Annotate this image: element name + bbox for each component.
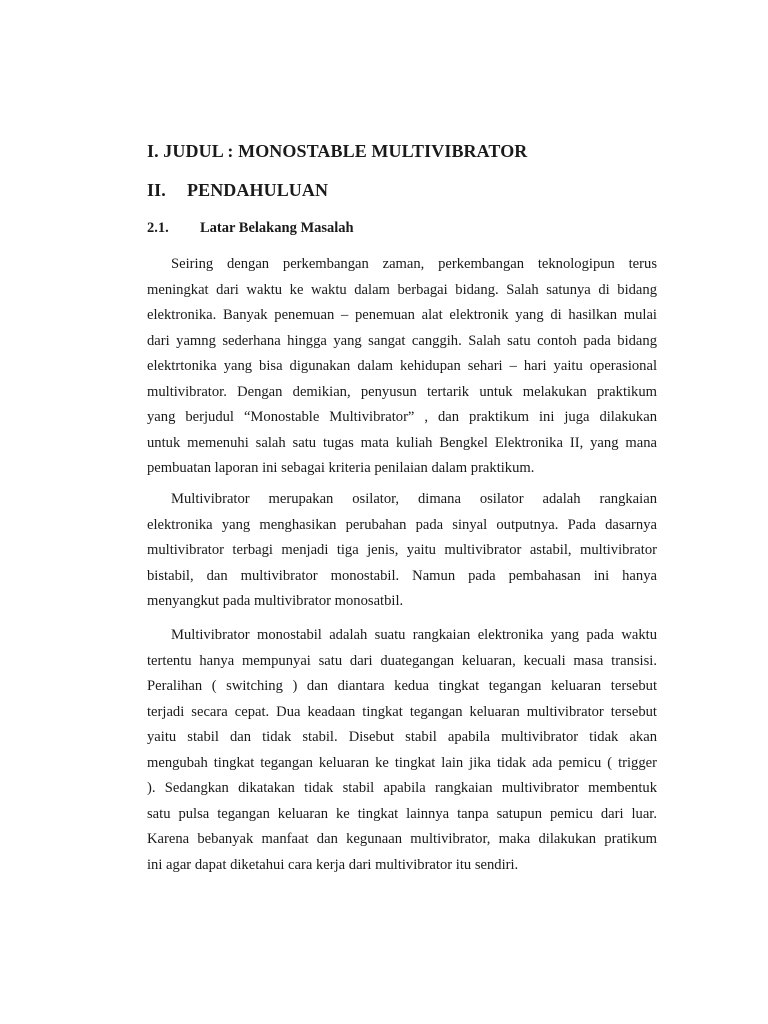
paragraph-line: satu pulsa tegangan keluaran ke tingkat lainnya tanpa satupun pemicu dari luar. bbox=[147, 805, 657, 822]
paragraph-line: elektronika yang menghasikan perubahan pada sinyal outputnya. Pada dasarnya bbox=[147, 516, 657, 533]
paragraph-line: ini agar dapat diketahui cara kerja dari multivibrator itu sendiri. bbox=[147, 856, 519, 873]
paragraph-line: menyangkut pada multivibrator monosatbil. bbox=[147, 593, 404, 609]
paragraph-3 bbox=[147, 623, 657, 878]
paragraph-line: yang berjudul “Monostable Multivibrator” , dan praktikum ini juga dilakukan bbox=[147, 409, 657, 425]
paragraph-1 bbox=[147, 252, 657, 482]
subsection-title: Latar Belakang Masalah bbox=[200, 220, 354, 236]
paragraph-2 bbox=[147, 487, 657, 615]
paragraph-line: Peralihan ( switching ) dan diantara kedua tingkat tegangan keluaran tersebut bbox=[147, 678, 657, 694]
paragraph-line: terjadi secara cepat. Dua keadaan tingkat tegangan keluaran multivibrator tersebut bbox=[147, 703, 657, 720]
document-title: I. JUDUL : MONOSTABLE MULTIVIBRATOR bbox=[147, 141, 528, 161]
paragraph-line: ). Sedangkan dikatakan tidak stabil apabila rangkaian multivibrator membentuk bbox=[147, 780, 657, 796]
paragraph-line: Karena bebanyak manfaat dan kegunaan multivibrator, maka dilakukan pratikum bbox=[147, 831, 657, 847]
paragraph-line: yaitu stabil dan tidak stabil. Disebut stabil apabila multivibrator tidak akan bbox=[147, 729, 657, 745]
paragraph-line: bistabil, dan multivibrator monostabil. Namun pada pembahasan ini hanya bbox=[147, 567, 657, 584]
paragraph-line: mengubah tingkat tegangan keluaran ke tingkat lain jika tidak ada pemicu ( trigger bbox=[147, 754, 657, 771]
paragraph-line: elektrtonika yang bisa digunakan dalam kehidupan sehari – hari yaitu operasional bbox=[147, 358, 657, 374]
paragraph-line: dari yamng sederhana hingga yang sangat canggih. Salah satu contoh pada bidang bbox=[147, 332, 657, 349]
paragraph-line: pembuatan laporan ini sebagai kriteria penilaian dalam praktikum. bbox=[147, 460, 535, 476]
paragraph-line: multivibrator. Dengan demikian, penyusun tertarik untuk melakukan praktikum bbox=[147, 383, 657, 400]
section-number: II. bbox=[147, 180, 166, 200]
section-heading bbox=[147, 180, 328, 201]
section-title: PENDAHULUAN bbox=[187, 180, 329, 200]
paragraph-line: tertentu hanya mempunyai satu dari duategangan keluaran, kecuali masa transisi. bbox=[147, 652, 657, 669]
paragraph-line: Multivibrator monostabil adalah suatu rangkaian elektronika yang pada waktu bbox=[171, 627, 657, 643]
paragraph-line: untuk memenuhi salah satu tugas mata kuliah Bengkel Elektronika II, yang mana bbox=[147, 434, 657, 451]
paragraph-line: meningkat dari waktu ke waktu dalam berbagai bidang. Salah satunya di bidang bbox=[147, 281, 657, 298]
paragraph-line: multivibrator terbagi menjadi tiga jenis, yaitu multivibrator astabil, multivibrator bbox=[147, 542, 657, 558]
paragraph-line: Multivibrator merupakan osilator, dimana osilator adalah rangkaian bbox=[171, 491, 657, 507]
subsection-number: 2.1. bbox=[147, 220, 169, 236]
subsection-heading bbox=[147, 220, 354, 237]
paragraph-line: elektronika. Banyak penemuan – penemuan alat elektronik yang di hasilkan mulai bbox=[147, 307, 657, 323]
paragraph-line: Seiring dengan perkembangan zaman, perkembangan teknologipun terus bbox=[171, 256, 657, 272]
